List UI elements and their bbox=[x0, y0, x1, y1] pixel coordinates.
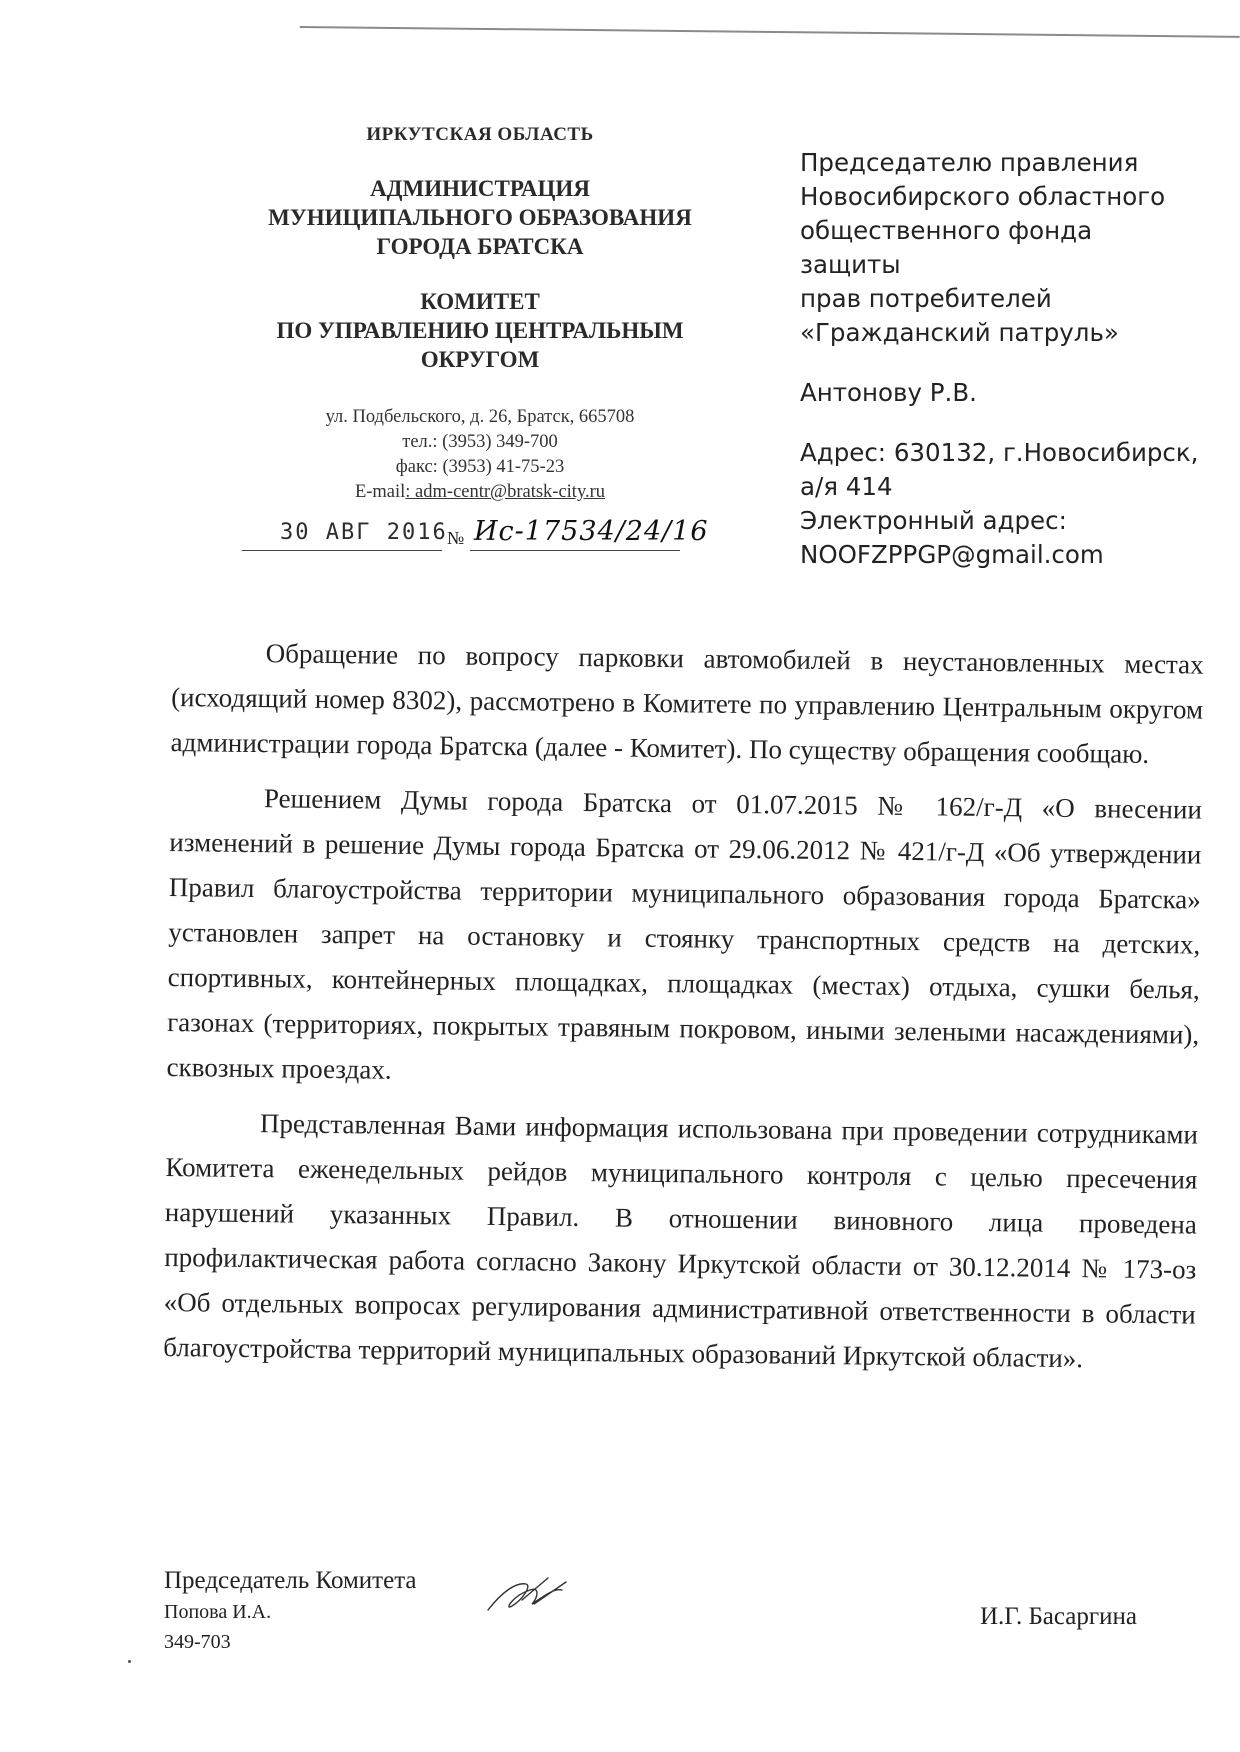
signer-name: И.Г. Басаргина bbox=[980, 1603, 1137, 1630]
committee-line: ОКРУГОМ bbox=[420, 347, 540, 372]
committee-line: ПО УПРАВЛЕНИЮ ЦЕНТРАЛЬНЫМ bbox=[276, 318, 684, 343]
registration-line bbox=[242, 516, 709, 552]
addressee-block bbox=[800, 146, 1200, 572]
addressee-position-line: общественного фонда защиты bbox=[800, 216, 1093, 279]
committee-title bbox=[240, 287, 720, 374]
scan-speck bbox=[128, 1660, 131, 1663]
addressee-address-line: Адрес: 630132, г.Новосибирск, bbox=[800, 438, 1199, 467]
addressee-position-line: «Гражданский патруль» bbox=[800, 318, 1119, 347]
region-title: ИРКУТСКАЯ ОБЛАСТЬ bbox=[366, 124, 594, 145]
registration-number: Ис-17534/24/16 bbox=[474, 516, 709, 547]
body-paragraph: Решением Думы города Братска от 01.07.2015 № 162/г-Д «О внесении изменений в решение Думы города Братска от 29.06.2012 № 421/г-Д «Об утверждении Правил благоустройства территории муниципального образования города Братска» установлен запрет на остановку и стоянку транспортных средств на детских, спортивных, контейнерных площадках, площадках (местах) отдыха, сушки белья, газонах (территориях, покрытых травяным покровом, иными зелеными насаждениями), сквозных проездах. bbox=[166, 783, 1203, 1085]
letter-body bbox=[163, 630, 1204, 1393]
sender-email-label: E-mail bbox=[354, 482, 406, 502]
committee-line: КОМИТЕТ bbox=[420, 289, 540, 314]
registration-date-stamp: 30 АВГ 2016 bbox=[280, 520, 448, 545]
addressee-address-line: а/я 414 bbox=[800, 472, 893, 501]
sender-email-value: : adm-centr@bratsk-city.ru bbox=[405, 482, 606, 502]
date-underline bbox=[242, 550, 442, 551]
executor-name: Попова И.А. bbox=[164, 1601, 272, 1623]
executor-phone: 349-703 bbox=[164, 1631, 231, 1653]
body-paragraph: Обращение по вопросу парковки автомобилей в неустановленных местах (исходящий номер 8302), рассмотрено в Комитете по управлению Центральным округом администрации города Братска (далее - Комитет). По существу обращения сообщаю. bbox=[170, 638, 1204, 769]
administration-line: МУНИЦИПАЛЬНОГО ОБРАЗОВАНИЯ bbox=[268, 205, 692, 230]
administration-title bbox=[240, 174, 720, 261]
sender-contacts bbox=[260, 405, 700, 505]
body-paragraph: Представленная Вами информация использована при проведении сотрудниками Комитета еженедельных рейдов муниципального контроля с целью пресечения нарушений указанных Правил. В отношении виновного лица проведена профилактическая работа согласно Закону Иркутской области от 30.12.2014 № 173-оз «Об отдельных вопросах регулирования административной ответственности в области благоустройства территорий муниципальных образований Иркутской области». bbox=[163, 1108, 1199, 1374]
scan-edge bbox=[300, 0, 1240, 38]
sender-email bbox=[260, 480, 700, 505]
administration-line: ГОРОДА БРАТСКА bbox=[376, 234, 584, 259]
sender-fax: факс: (3953) 41-75-23 bbox=[395, 457, 565, 477]
addressee-position-line: Новосибирского областного bbox=[800, 182, 1166, 211]
number-sign: № bbox=[447, 528, 465, 548]
addressee-position-line: Председателю правления bbox=[800, 148, 1139, 177]
number-underline bbox=[470, 550, 680, 551]
addressee-email-label: Электронный адрес: bbox=[800, 506, 1067, 535]
addressee-name: Антонову Р.В. bbox=[800, 378, 977, 407]
administration-line: АДМИНИСТРАЦИЯ bbox=[370, 176, 590, 201]
sender-phone: тел.: (3953) 349-700 bbox=[402, 432, 558, 452]
signer-post: Председатель Комитета bbox=[164, 1567, 417, 1594]
letterhead bbox=[240, 124, 720, 374]
handwritten-signature bbox=[482, 1570, 572, 1622]
addressee-email: NOOFZPPGP@gmail.com bbox=[800, 540, 1104, 569]
addressee-position-line: прав потребителей bbox=[800, 284, 1052, 313]
spacer bbox=[800, 350, 1200, 376]
spacer bbox=[800, 410, 1200, 436]
sender-address: ул. Подбельского, д. 26, Братск, 665708 bbox=[325, 407, 635, 427]
